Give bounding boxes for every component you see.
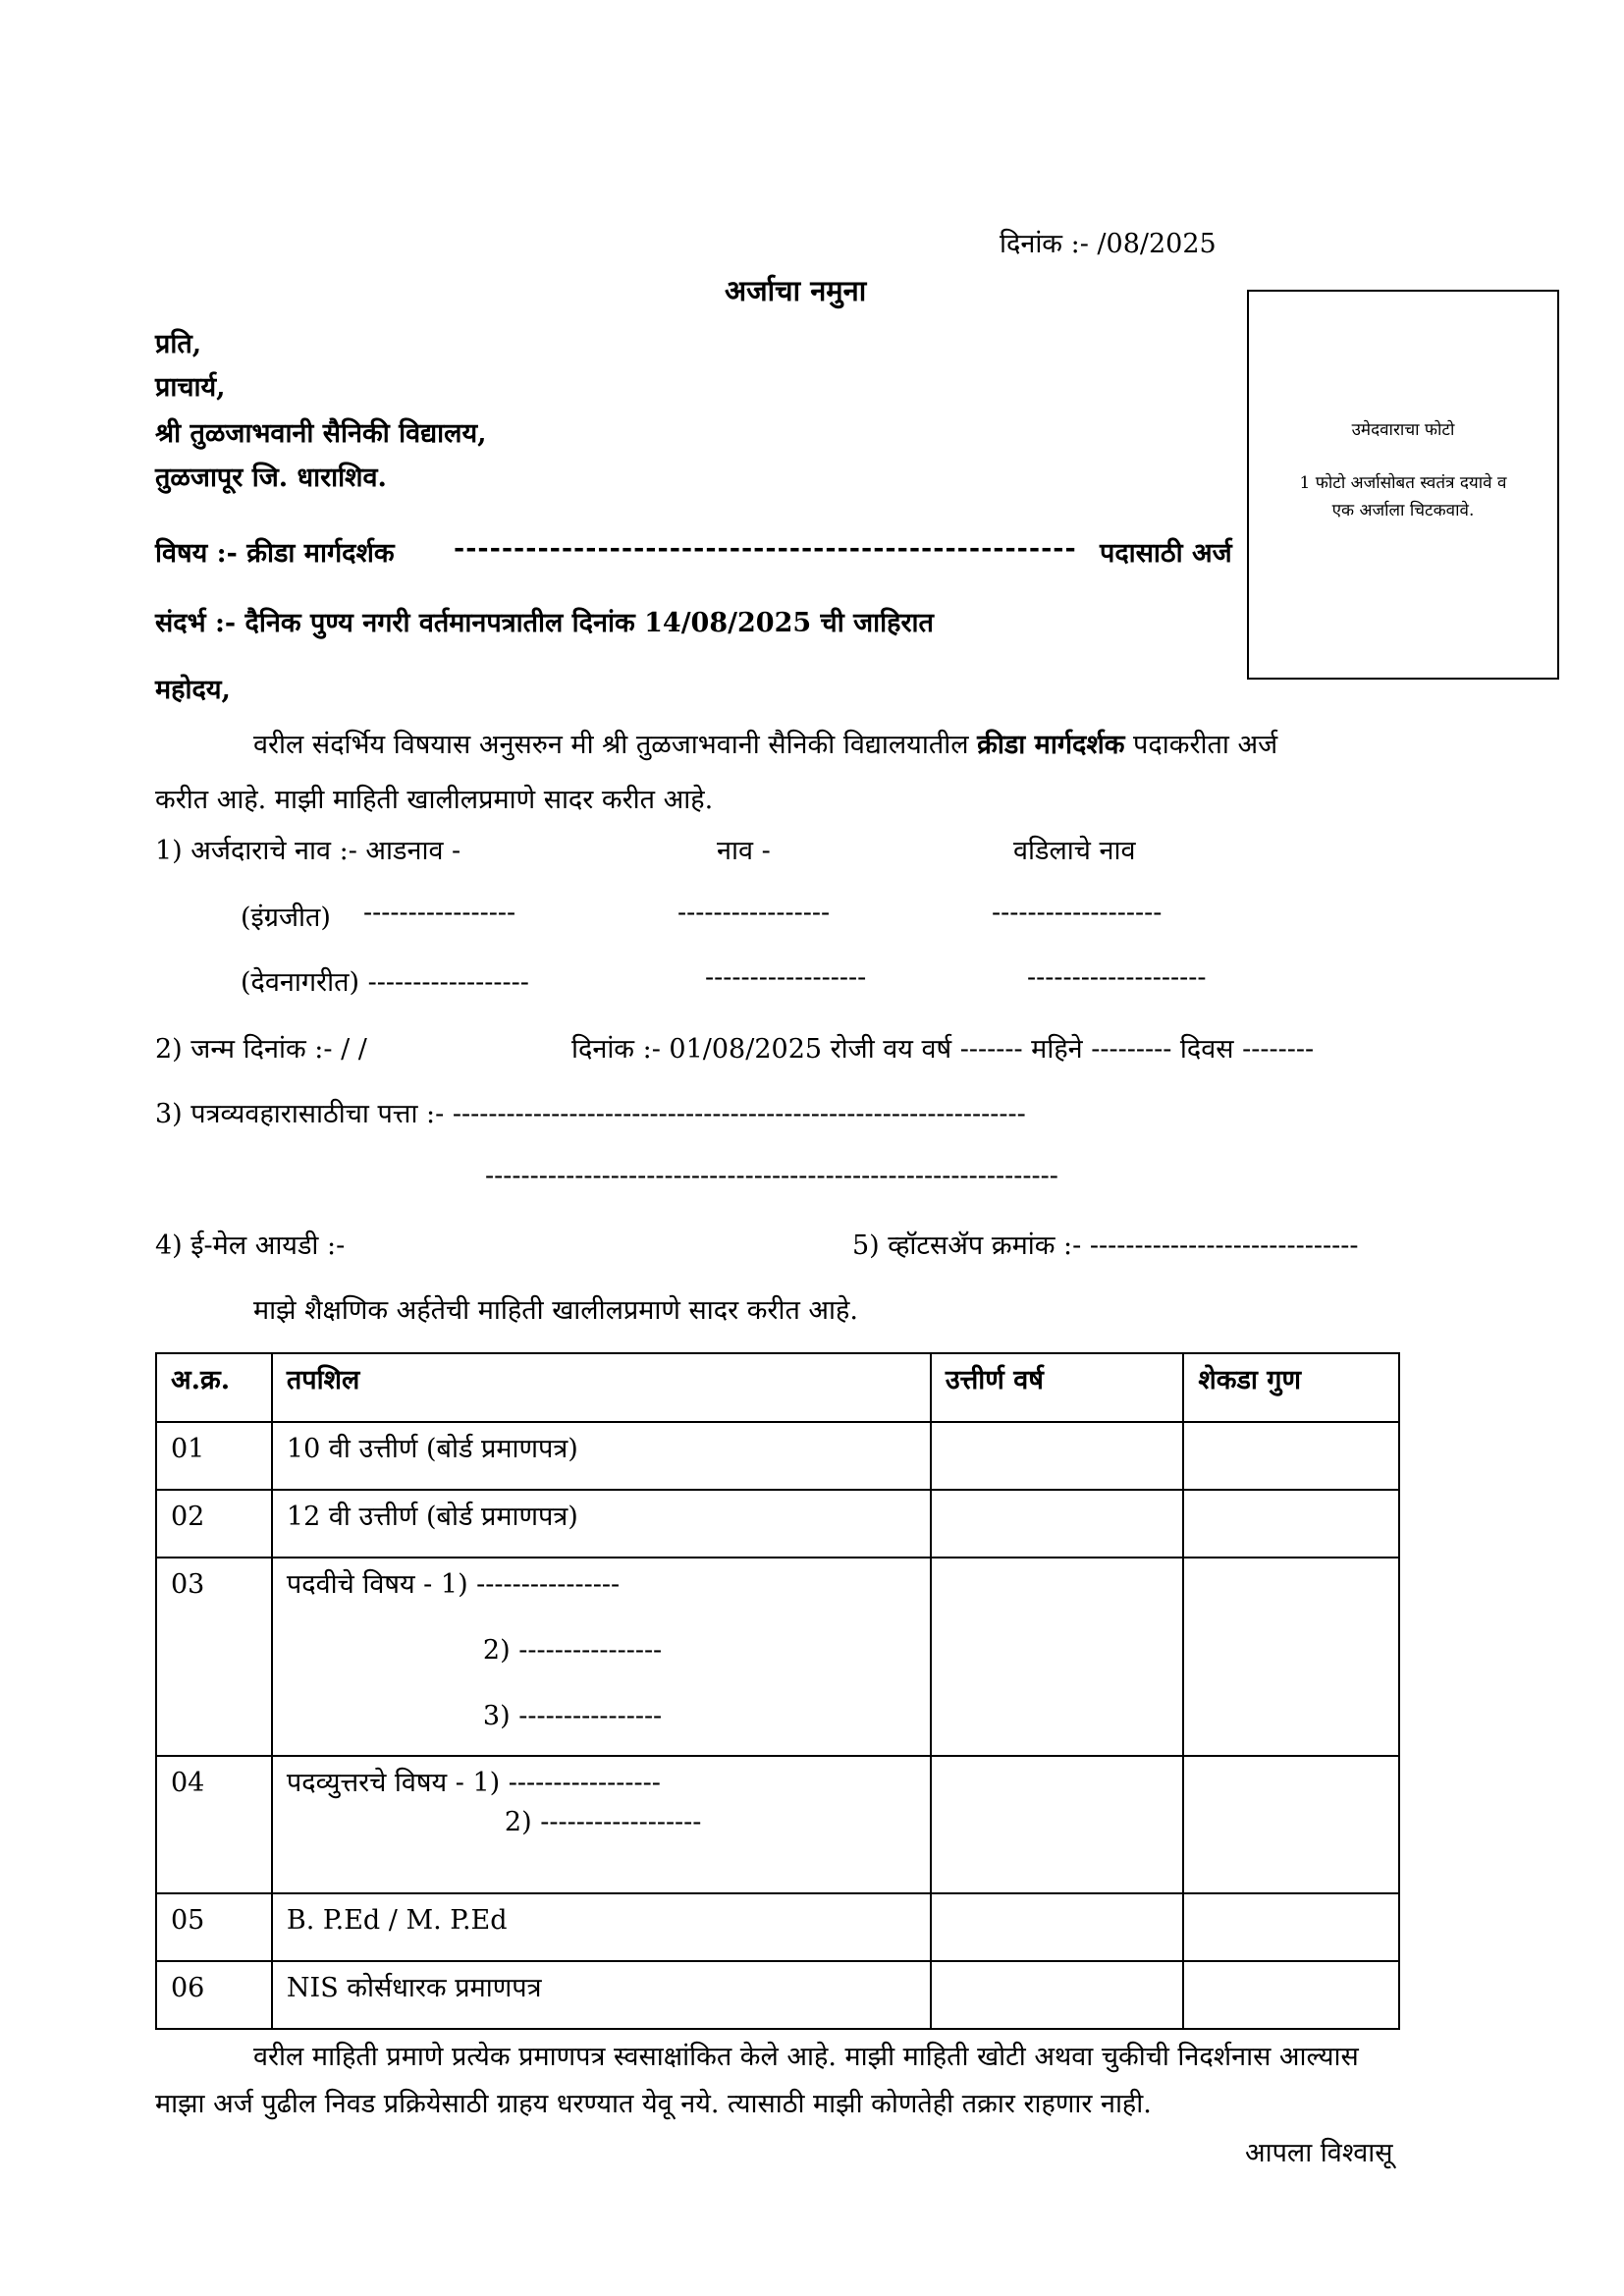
closing: आपला विश्वासू: [1245, 2138, 1393, 2168]
row-detail-line3: 3) ----------------: [482, 1701, 663, 1731]
salutation: महोदय,: [155, 675, 231, 705]
row-year-cell: [931, 1961, 1184, 2029]
table-row: [156, 1490, 1399, 1558]
table-row: [156, 1422, 1399, 1490]
para1-bold: क्रीडा मार्गदर्शक: [977, 730, 1125, 760]
name-label: 1) अर्जदाराचे नाव :- आडनाव -: [155, 836, 461, 866]
declaration-line2: माझा अर्ज पुढील निवड प्रक्रियेसाठी ग्राहय धरण्यात येवू नये. त्यासाठी माझी कोणतेही तक्रार राहणार नाही.: [155, 2089, 1152, 2119]
row-percent-cell: [1183, 1422, 1399, 1490]
row-percent-cell: [1183, 1756, 1399, 1893]
table-row: [156, 1893, 1399, 1961]
row-year-cell: [931, 1422, 1184, 1490]
row-serial: 03: [156, 1558, 272, 1756]
row-detail-multi: [272, 1558, 931, 1756]
header-detail: तपशिल: [272, 1353, 931, 1422]
address-field-label: 3) पत्रव्यवहारासाठीचा पत्ता :- ----------------------------------------------------------------: [155, 1099, 1026, 1129]
para1-text-a: वरील संदर्भिय विषयास अनुसरुन मी श्री तुळजाभवानी सैनिकी विद्यालयातील: [253, 730, 978, 760]
father-name-label: वडिलाचे नाव: [1013, 836, 1136, 866]
devanagari-dash-3: --------------------: [1027, 962, 1207, 993]
address-line-4: तुळजापूर जि. धाराशिव.: [155, 463, 387, 493]
header-percentage: शेकडा गुण: [1183, 1353, 1399, 1422]
row-year-cell: [931, 1558, 1184, 1756]
email-label: 4) ई-मेल आयडी :-: [155, 1230, 346, 1261]
row-serial: 04: [156, 1756, 272, 1893]
header-serial: अ.क्र.: [156, 1353, 272, 1422]
para1-line1: [253, 725, 1277, 761]
photo-note-2: एक अर्जाला चिटकवावे.: [1331, 501, 1475, 520]
para1-line2: करीत आहे. माझी माहिती खालीलप्रमाणे सादर करीत आहे.: [155, 785, 714, 815]
row-detail-multi: [272, 1756, 931, 1893]
education-table: [155, 1352, 1400, 2030]
dob-label: 2) जन्म दिनांक :- / /: [155, 1034, 367, 1065]
subject-dashes: ----------------------------------------------------: [454, 533, 1077, 564]
english-dash-3: -------------------: [992, 898, 1163, 928]
education-intro: माझे शैक्षणिक अर्हतेची माहिती खालीलप्रमाणे सादर करीत आहे.: [253, 1295, 858, 1326]
para1-text-c: पदाकरीता अर्ज: [1124, 730, 1278, 760]
row-detail: पदवीचे विषय - 1) ----------------: [286, 1569, 621, 1600]
row-percent-cell: [1183, 1558, 1399, 1756]
form-title: अर्जाचा नमुना: [725, 274, 867, 307]
table-row: [156, 1961, 1399, 2029]
row-detail: 12 वी उत्तीर्ण (बोर्ड प्रमाणपत्र): [272, 1490, 931, 1558]
english-dash-1: -----------------: [363, 898, 516, 928]
row-detail: B. P.Ed / M. P.Ed: [272, 1893, 931, 1961]
subject-tail: पदासाठी अर्ज: [1100, 538, 1232, 569]
table-header-row: [156, 1353, 1399, 1422]
photo-label: उमेदवाराचा फोटो: [1351, 420, 1455, 440]
row-year-cell: [931, 1893, 1184, 1961]
declaration-line1: वरील माहिती प्रमाणे प्रत्येक प्रमाणपत्र स्वसाक्षांकित केले आहे. माझी माहिती खोटी अथवा चुकीची निदर्शनास आल्यास: [253, 2042, 1359, 2072]
row-serial: 05: [156, 1893, 272, 1961]
row-year-cell: [931, 1756, 1184, 1893]
row-detail: पदव्युत्तरचे विषय - 1) -----------------: [286, 1768, 661, 1798]
devanagari-label: (देवनागरीत) ------------------: [241, 967, 529, 998]
row-year-cell: [931, 1490, 1184, 1558]
whatsapp-label: 5) व्हॉटसॲप क्रमांक :- ------------------------------: [852, 1230, 1359, 1261]
row-serial: 02: [156, 1490, 272, 1558]
address-field-line2: ----------------------------------------------------------------: [485, 1161, 1058, 1191]
row-detail-line2: 2) ------------------: [504, 1807, 702, 1837]
row-serial: 01: [156, 1422, 272, 1490]
reference-line: संदर्भ :- दैनिक पुण्य नगरी वर्तमानपत्रातील दिनांक 14/08/2025 ची जाहिरात: [155, 608, 934, 638]
row-detail: 10 वी उत्तीर्ण (बोर्ड प्रमाणपत्र): [272, 1422, 931, 1490]
address-line-2: प्राचार्य,: [155, 372, 226, 403]
date-line: दिनांक :- /08/2025: [1000, 229, 1217, 259]
row-serial: 06: [156, 1961, 272, 2029]
header-year: उत्तीर्ण वर्ष: [931, 1353, 1184, 1422]
address-line-1: प्रति,: [155, 329, 202, 359]
row-percent-cell: [1183, 1961, 1399, 2029]
english-dash-2: -----------------: [677, 898, 831, 928]
photo-box: [1247, 290, 1559, 680]
first-name-label: नाव -: [717, 836, 771, 866]
english-label: (इंग्रजीत): [241, 902, 331, 933]
address-line-3: श्री तुळजाभवानी सैनिकी विद्यालय,: [155, 418, 487, 449]
row-percent-cell: [1183, 1490, 1399, 1558]
row-detail-line2: 2) ----------------: [482, 1635, 663, 1666]
devanagari-dash-2: ------------------: [705, 962, 867, 993]
table-row: [156, 1558, 1399, 1756]
table-row: [156, 1756, 1399, 1893]
row-percent-cell: [1183, 1893, 1399, 1961]
photo-note-1: 1 फोटो अर्जासोबत स्वतंत्र दयावे व: [1299, 473, 1507, 493]
subject-label: विषय :- क्रीडा मार्गदर्शक: [155, 538, 395, 569]
row-detail: NIS कोर्सधारक प्रमाणपत्र: [272, 1961, 931, 2029]
age-label: दिनांक :- 01/08/2025 रोजी वय वर्ष ------- महिने --------- दिवस --------: [571, 1034, 1315, 1065]
